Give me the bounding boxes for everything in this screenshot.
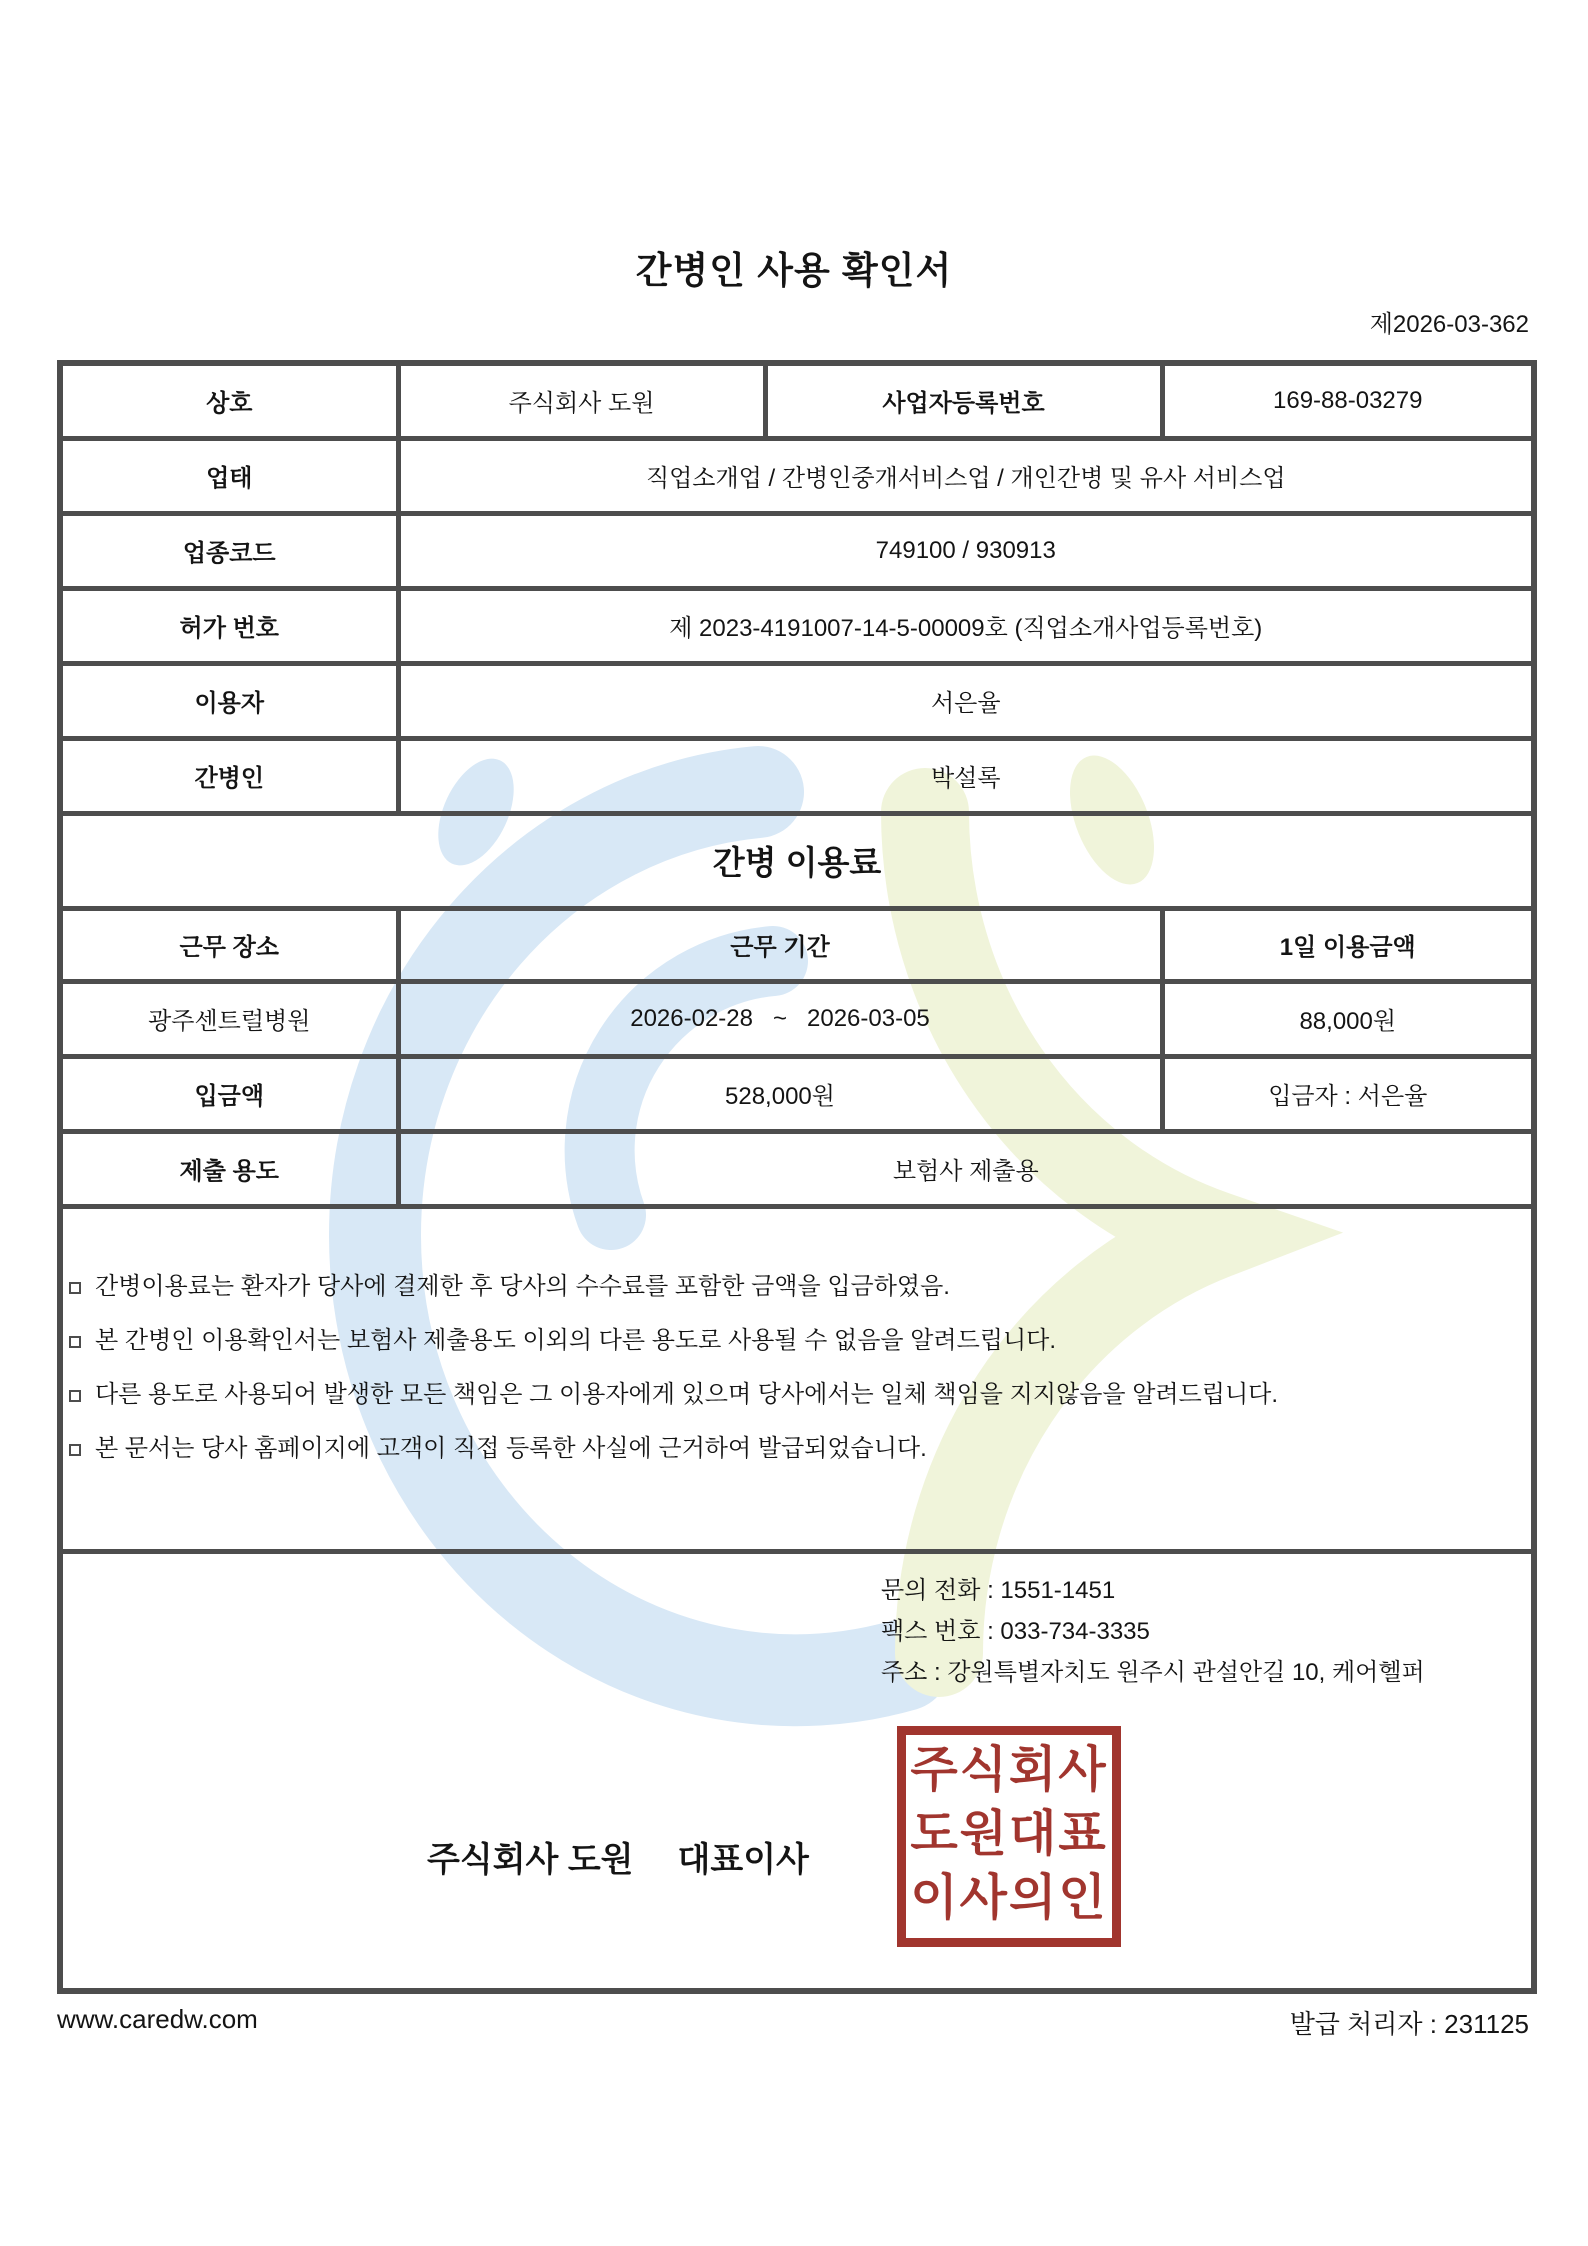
square-bullet-icon <box>69 1390 81 1402</box>
fee-value-row <box>60 981 1534 1056</box>
deposit-amount-label: 입금액 <box>60 1056 398 1131</box>
note-text: 본 문서는 당사 홈페이지에 고객이 직접 등록한 사실에 근거하여 발급되었습니다. <box>95 1434 927 1462</box>
industry-code-label: 업종코드 <box>60 513 398 588</box>
business-reg-number-value: 169-88-03279 <box>1162 363 1534 438</box>
note-item <box>69 1379 1525 1411</box>
note-text: 다른 용도로 사용되어 발생한 모든 책임은 그 이용자에게 있으며 당사에서는 일체 책임을 지지않음을 알려드립니다. <box>95 1380 1278 1408</box>
stamp-line: 이사의인 <box>910 1870 1108 1925</box>
company-signature <box>427 1832 809 1881</box>
industry-code-value: 749100 / 930913 <box>398 513 1534 588</box>
daily-fee-value: 88,000원 <box>1162 981 1534 1056</box>
note-item <box>69 1271 1525 1303</box>
submission-purpose-value: 보험사 제출용 <box>398 1131 1534 1206</box>
submission-purpose-label: 제출 용도 <box>60 1131 398 1206</box>
deposit-row <box>60 1056 1534 1131</box>
work-period-value <box>398 981 1162 1056</box>
table-row <box>60 438 1534 513</box>
license-number-label: 허가 번호 <box>60 588 398 663</box>
work-period-header: 근무 기간 <box>398 908 1162 981</box>
contact-phone: 문의 전화 : 1551-1451 <box>881 1576 1116 1604</box>
user-label: 이용자 <box>60 663 398 738</box>
stamp-line: 도원대표 <box>910 1806 1108 1861</box>
contact-fax: 팩스 번호 : 033-734-3335 <box>881 1617 1150 1645</box>
contact-block <box>881 1570 1425 1693</box>
signature-role: 대표이사 <box>677 1840 809 1879</box>
depositor-cell <box>1162 1056 1534 1131</box>
square-bullet-icon <box>69 1282 81 1294</box>
fee-section-title: 간병 이용료 <box>60 813 1534 908</box>
confirmation-table <box>57 360 1537 1994</box>
period-end: 2026-03-05 <box>807 1004 930 1032</box>
issue-processor: 발급 처리자 : 231125 <box>1289 2009 1529 2039</box>
table-row <box>60 363 1534 438</box>
square-bullet-icon <box>69 1444 81 1456</box>
website-url: www.caredw.com <box>57 2004 258 2034</box>
table-row <box>60 738 1534 813</box>
signature-company: 주식회사 도원 <box>427 1840 634 1879</box>
issuer-row <box>60 1551 1534 1991</box>
fee-section-title-row <box>60 813 1534 908</box>
daily-fee-header: 1일 이용금액 <box>1162 908 1534 981</box>
page-title: 간병인 사용 확인서 <box>635 250 953 291</box>
note-text: 간병이용료는 환자가 당사에 결제한 후 당사의 수수료를 포함한 금액을 입금하였음. <box>95 1272 950 1300</box>
notes-cell <box>60 1206 1534 1551</box>
square-bullet-icon <box>69 1336 81 1348</box>
deposit-amount-value: 528,000원 <box>398 1056 1162 1131</box>
company-name-value: 주식회사 도원 <box>398 363 765 438</box>
table-row <box>60 513 1534 588</box>
document-number: 제2026-03-362 <box>1369 311 1529 338</box>
note-item <box>69 1325 1525 1357</box>
caregiver-label: 간병인 <box>60 738 398 813</box>
business-reg-number-label: 사업자등록번호 <box>765 363 1162 438</box>
fee-header-row <box>60 908 1534 981</box>
depositor-name: : 서은율 <box>1337 1083 1428 1110</box>
work-place-value: 광주센트럴병원 <box>60 981 398 1056</box>
depositor-label: 입금자 <box>1268 1083 1338 1110</box>
note-item <box>69 1433 1525 1465</box>
user-value: 서은율 <box>398 663 1534 738</box>
note-text: 본 간병인 이용확인서는 보험사 제출용도 이외의 다른 용도로 사용될 수 없음을 알려드립니다. <box>95 1326 1057 1354</box>
company-name-label: 상호 <box>60 363 398 438</box>
license-number-value: 제 2023-4191007-14-5-00009호 (직업소개사업등록번호) <box>398 588 1534 663</box>
notes-row <box>60 1206 1534 1551</box>
contact-address: 주소 : 강원특별자치도 원주시 관설안길 10, 케어헬퍼 <box>881 1658 1425 1686</box>
business-type-value: 직업소개업 / 간병인중개서비스업 / 개인간병 및 유사 서비스업 <box>398 438 1534 513</box>
caregiver-value: 박설록 <box>398 738 1534 813</box>
table-row <box>60 588 1534 663</box>
business-type-label: 업태 <box>60 438 398 513</box>
stamp-line: 주식회사 <box>910 1742 1108 1797</box>
period-start: 2026-02-28 <box>630 1004 753 1032</box>
work-place-header: 근무 장소 <box>60 908 398 981</box>
purpose-row <box>60 1131 1534 1206</box>
period-separator: ~ <box>772 1004 787 1032</box>
issuer-cell <box>60 1551 1534 1991</box>
table-row <box>60 663 1534 738</box>
company-seal-stamp <box>897 1726 1121 1947</box>
